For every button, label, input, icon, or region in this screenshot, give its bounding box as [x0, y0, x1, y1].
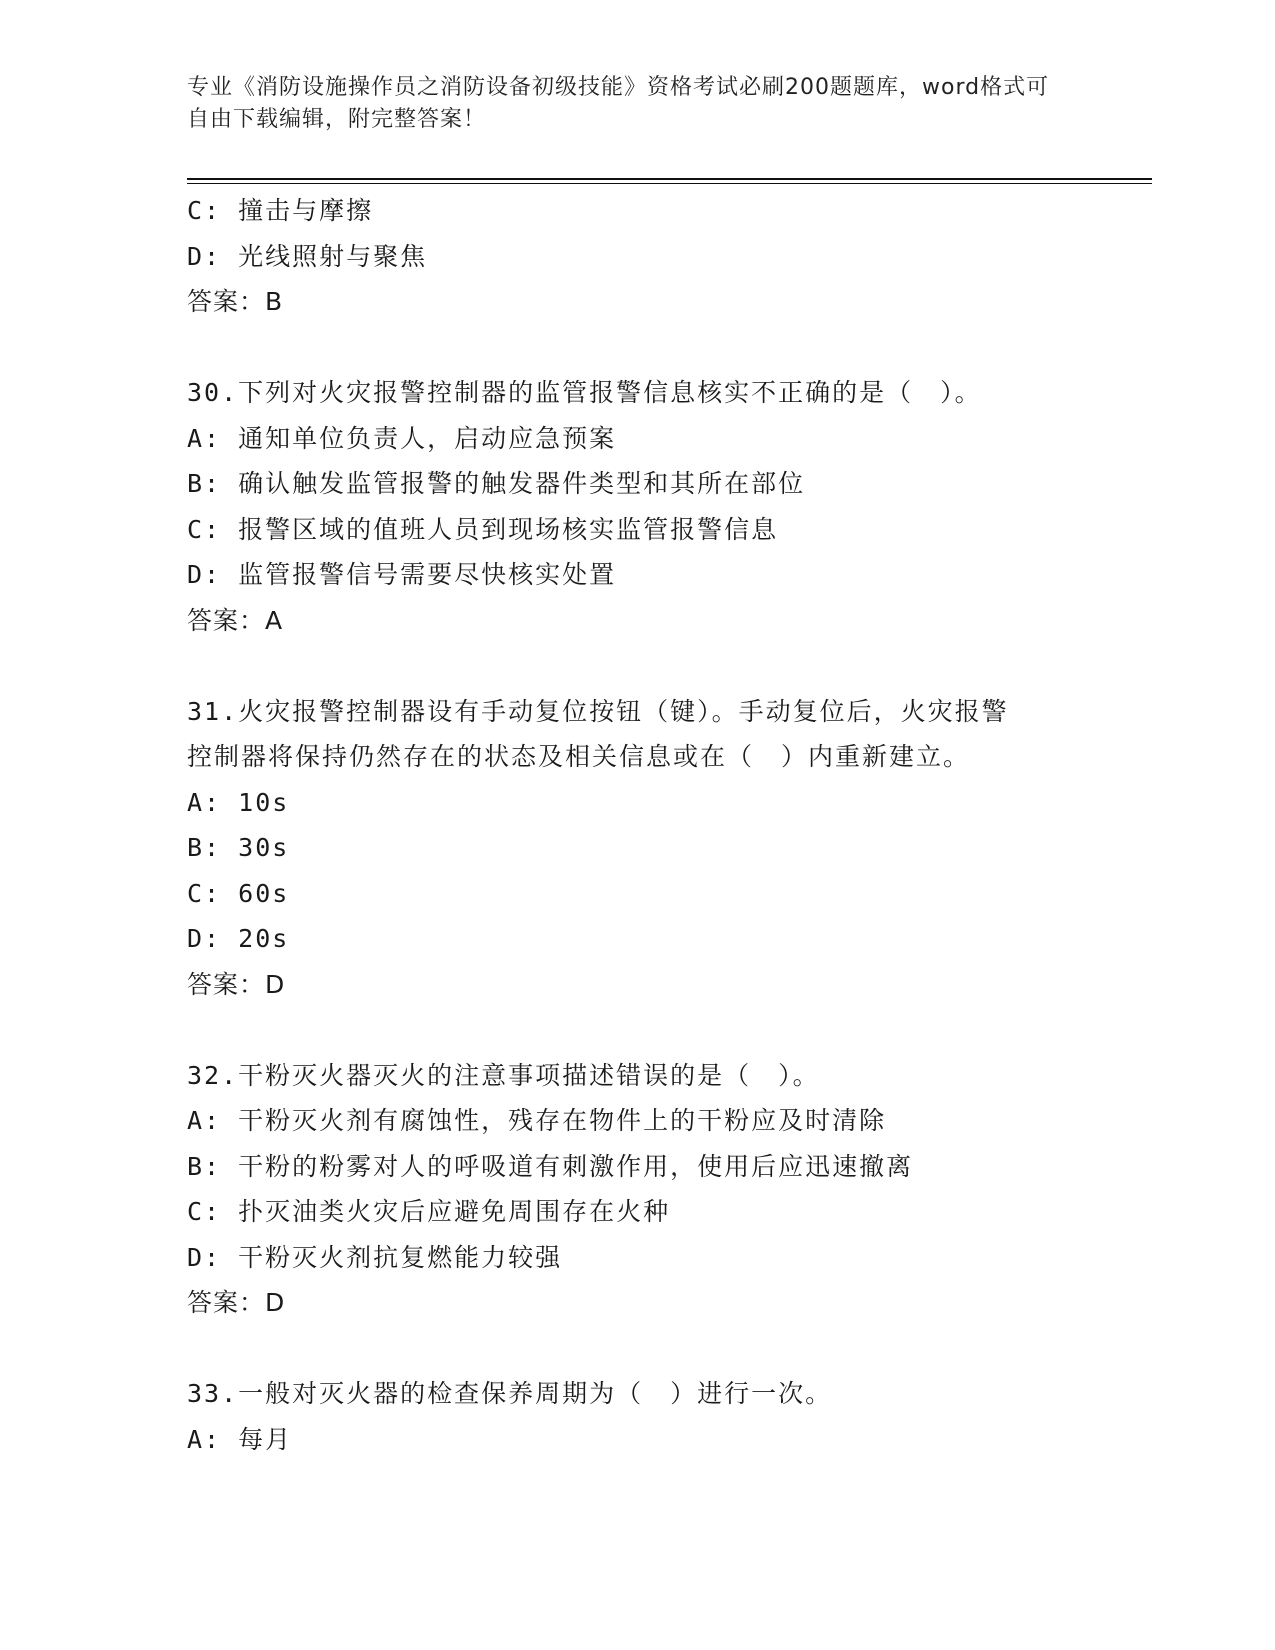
- header-rule-thin: [187, 183, 1152, 184]
- answer-line: 答案：D: [187, 1288, 286, 1317]
- answer-line: 答案：A: [187, 605, 284, 635]
- question-stem: 30.下列对火灾报警控制器的监管报警信息核实不正确的是（ ）。: [187, 378, 982, 407]
- document-header: 专业《消防设施操作员之消防设备初级技能》资格考试必刷200题题库，word格式可自由下载编辑，附完整答案！: [187, 75, 1050, 132]
- option-a: A: 干粉灭火剂有腐蚀性，残存在物件上的干粉应及时清除: [187, 1106, 887, 1135]
- option-b: B: 30s: [187, 833, 290, 862]
- option-c: C: 撞击与摩擦: [187, 196, 374, 225]
- question-stem: 33.一般对灭火器的检查保养周期为（ ）进行一次。: [187, 1379, 833, 1408]
- option-d: D: 监管报警信号需要尽快核实处置: [187, 560, 617, 589]
- option-c: C: 扑灭油类火灾后应避免周围存在火种: [187, 1197, 671, 1226]
- option-c: C: 60s: [187, 878, 290, 908]
- option-b: B: 确认触发监管报警的触发器件类型和其所在部位: [187, 469, 806, 498]
- question-stem: 32.干粉灭火器灭火的注意事项描述错误的是（ ）。: [187, 1060, 820, 1090]
- option-b: B: 干粉的粉雾对人的呼吸道有刺激作用，使用后应迅速撤离: [187, 1151, 914, 1181]
- answer-line: 答案：B: [187, 287, 284, 316]
- option-a: A: 通知单位负责人，启动应急预案: [187, 423, 617, 453]
- option-a: A: 每月: [187, 1424, 293, 1454]
- option-a: A: 10s: [187, 787, 290, 817]
- question-stem-line-2: 控制器将保持仍然存在的状态及相关信息或在（ ）内重新建立。: [187, 742, 971, 771]
- answer-line: 答案：D: [187, 969, 286, 999]
- header-rule-thick: [187, 178, 1152, 180]
- option-d: D: 光线照射与聚焦: [187, 241, 428, 271]
- question-content: [187, 188, 1152, 1462]
- option-c: C: 报警区域的值班人员到现场核实监管报警信息: [187, 514, 779, 544]
- option-d: D: 20s: [187, 924, 290, 953]
- option-d: D: 干粉灭火剂抗复燃能力较强: [187, 1242, 563, 1272]
- question-stem-line-1: 31.火灾报警控制器设有手动复位按钮（键）。手动复位后，火灾报警: [187, 696, 1009, 726]
